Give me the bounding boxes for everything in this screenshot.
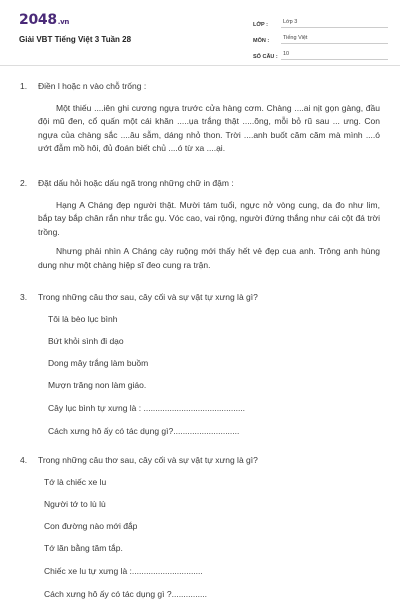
question-2-prompt: Đặt dấu hỏi hoặc dấu ngã trong những chữ in đậm :	[38, 178, 234, 188]
question-3-number: 3.	[20, 292, 28, 302]
question-3-line-2: Bứt khỏi sình đi dạo	[48, 335, 124, 346]
logo-suffix-text: .vn	[57, 18, 70, 26]
question-4-answer-line-1: Chiếc xe lu tự xưng là :..............................	[44, 565, 203, 576]
meta-label-subject: MÔN :	[253, 38, 270, 44]
question-1-prompt: Điền l hoặc n vào chỗ trống :	[38, 81, 147, 91]
meta-row-count	[253, 46, 388, 60]
question-3-answer-line-1: Cây lục bình tự xưng là : ...........................................	[48, 402, 246, 413]
question-3-line-1: Tôi là bèo lục bình	[48, 313, 118, 324]
document-meta	[253, 14, 388, 62]
question-4-line-3: Con đường nào mới đắp	[44, 520, 138, 531]
question-2-title	[20, 177, 380, 191]
question-3-title	[20, 291, 380, 305]
question-4-number: 4.	[20, 455, 28, 465]
meta-value-class: Lớp 3	[281, 19, 388, 28]
meta-value-subject: Tiếng Việt	[281, 35, 388, 44]
question-3-prompt: Trong những câu thơ sau, cây cối và sự vật tự xưng là gì?	[38, 292, 258, 302]
question-4	[20, 454, 380, 604]
meta-label-count: SỐ CÂU :	[253, 54, 278, 60]
question-2-paragraph-1: Hạng A Cháng đẹp người thật. Mười tám tuổi, ngực nở vòng cung, da đo như lim, bắp tay bắp chân rắn như trắc gụ. Vóc cao, vai rộng, người đứng thắng như cái cột đá trời trồng.	[38, 199, 380, 237]
question-4-line-1: Tớ là chiếc xe lu	[44, 476, 107, 487]
document-header	[0, 0, 400, 66]
question-2-paragraph-2: Nhưng phải nhìn A Cháng cày ruộng mới thấy hết vẻ đẹp cua anh. Trông anh hùng dung như một chàng hiệp sĩ đeo cung ra trận.	[38, 246, 380, 270]
question-4-prompt: Trong những câu thơ sau, cây cối và sự vật tự xưng là gì?	[38, 455, 258, 465]
question-1-number: 1.	[20, 81, 28, 91]
question-2-number: 2.	[20, 178, 28, 188]
logo-main-text: 2048	[19, 12, 57, 28]
document-title: Giải VBT Tiếng Việt 3 Tuần 28	[19, 35, 132, 44]
meta-value-count: 10	[281, 51, 388, 60]
meta-label-class: LỚP :	[253, 22, 268, 28]
question-4-line-2: Người tớ to lù lù	[44, 498, 106, 509]
question-1-title	[20, 80, 380, 94]
question-4-answer-line-2: Cách xưng hô ấy có tác dụng gì ?...............	[44, 588, 208, 599]
question-2	[20, 177, 380, 272]
question-3	[20, 291, 380, 451]
question-3-line-4: Mượn trăng non làm giáo.	[48, 379, 147, 390]
question-3-answer-line-2: Cách xưng hô ấy có tác dụng gì?............................	[48, 425, 240, 436]
question-4-line-4: Tớ lăn bằng tăm tắp.	[44, 542, 123, 553]
question-1	[20, 80, 380, 156]
question-3-line-3: Dong mây trắng làm buồm	[48, 357, 149, 368]
question-4-title	[20, 454, 380, 468]
question-1-paragraph: Một thiếu ....iên ghi cương ngựa trước cửa hàng cơm. Chàng ....ai nịt gọn gàng, đầu đội mũ đen, cổ quấn một cái khăn .....ụa trắng thật .....õng, mỗi bỏ rũ sau ... ưng. Con ngựa của chàng sắc ....âu sẫm, dáng nhỏ thon. Trời ....anh buốt căm căm mà mình ....ó ướt đẫm mồ hôi, đủ đoán biết chủ ....ó từ xa ....ại.	[38, 102, 380, 153]
meta-row-subject	[253, 30, 388, 44]
site-logo[interactable]	[19, 12, 69, 28]
meta-row-class	[253, 14, 388, 28]
